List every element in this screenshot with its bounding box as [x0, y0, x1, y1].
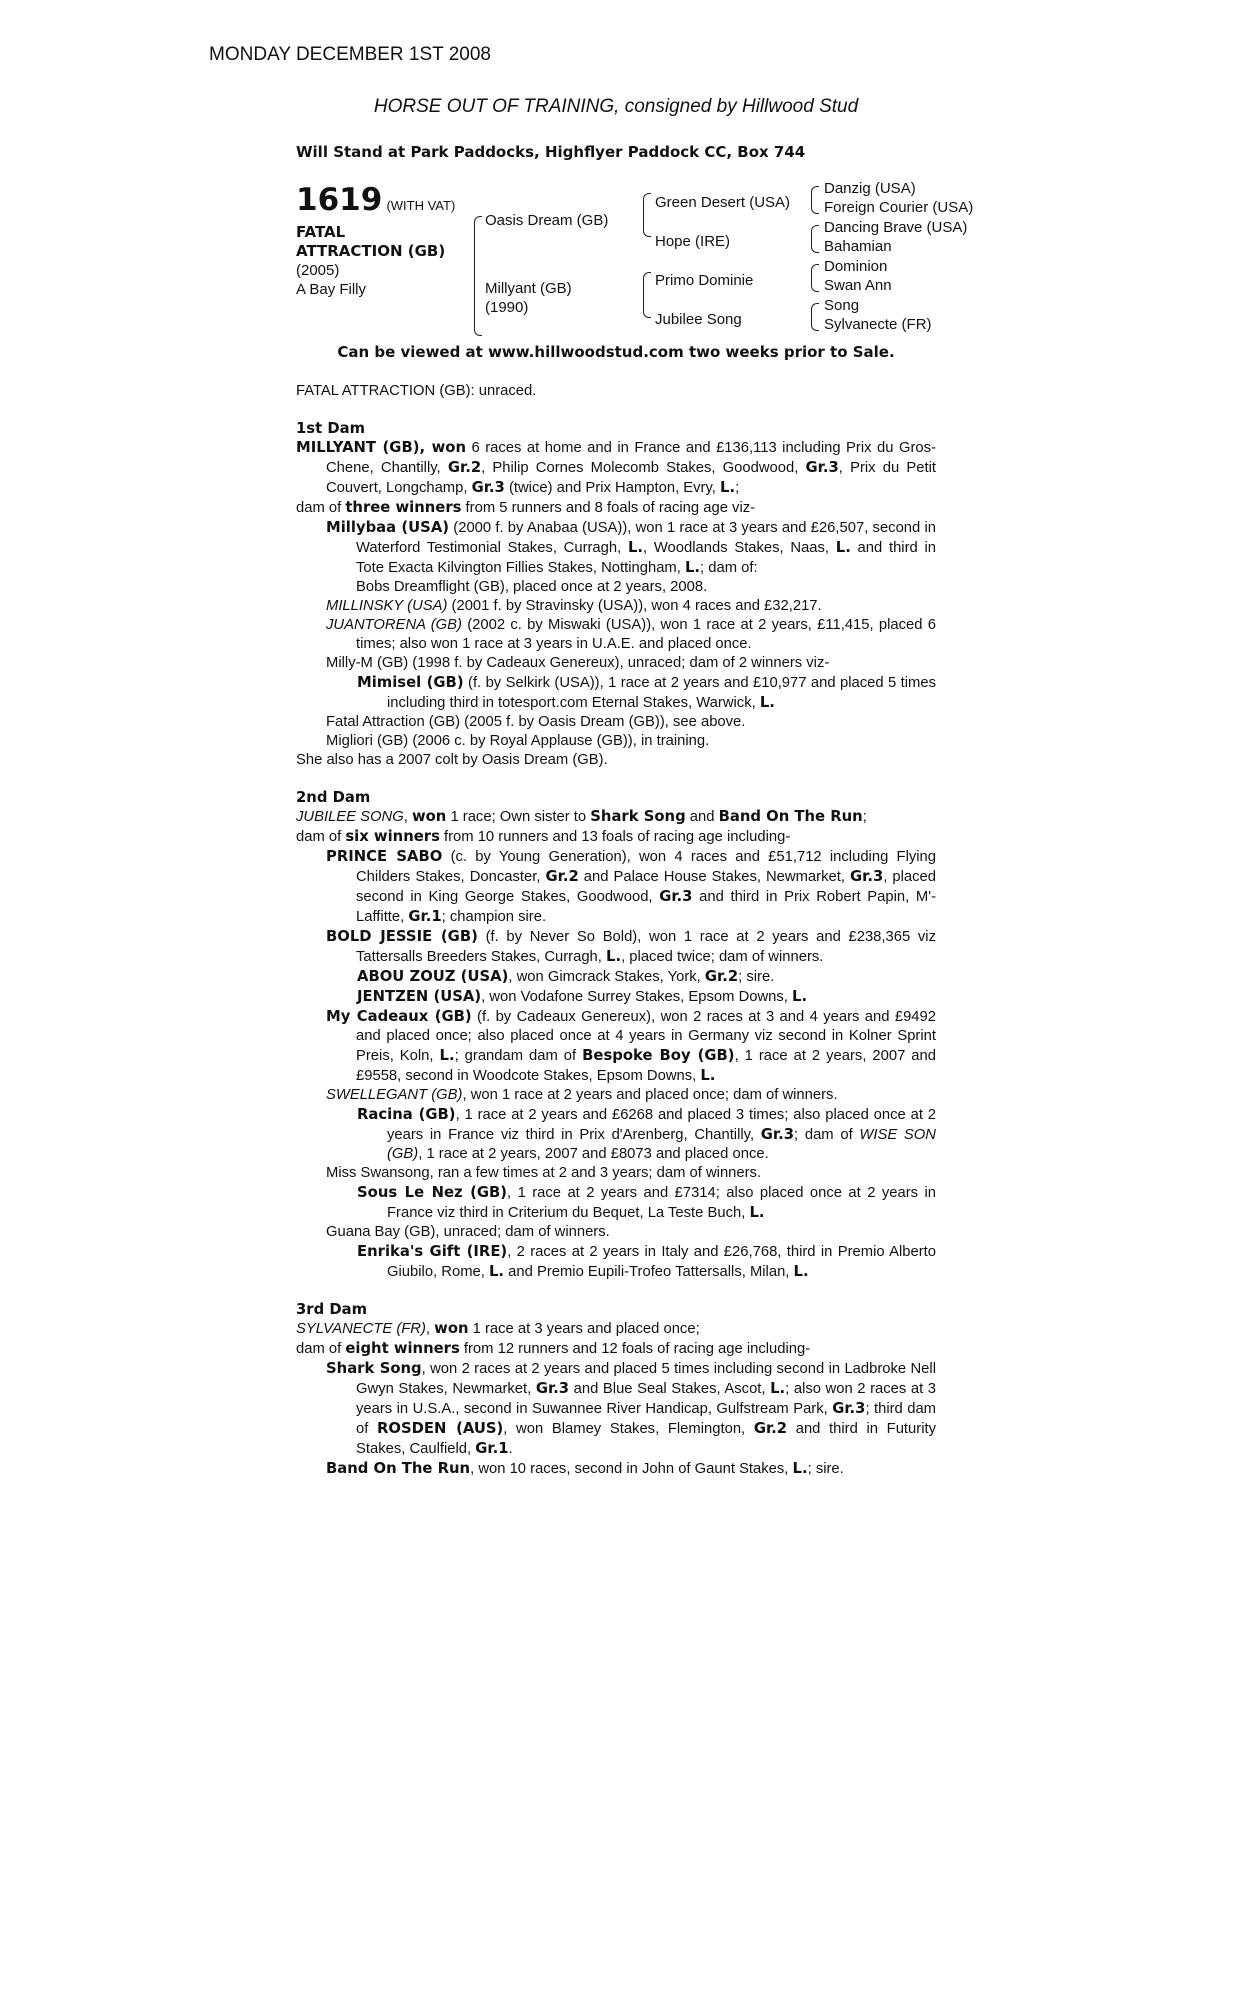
- produce-millinsky: MILLINSKY (USA) (2001 f. by Stravinsky (USA)), won 4 races and £32,217.: [326, 598, 822, 614]
- pedigree-dam-dam: Jubilee Song: [655, 311, 742, 328]
- horse-year: (2005): [296, 262, 340, 279]
- produce-juantorena: JUANTORENA (GB) (2002 c. by Miswaki (USA)), won 1 race at 2 years, £11,415, placed 6 times; also won 1 race at 3 years in U.A.E. and placed once.: [326, 617, 936, 652]
- pedigree-g7: Song: [824, 297, 860, 314]
- brace-gen1: [474, 216, 482, 336]
- sale-date: MONDAY DECEMBER 1ST 2008: [209, 44, 491, 65]
- produce-miss-swansong: Miss Swansong, ran a few times at 2 and 3 years; dam of winners.: [326, 1165, 762, 1181]
- pedigree-g3: Dancing Brave (USA): [824, 219, 968, 236]
- pedigree-g2: Foreign Courier (USA): [824, 199, 974, 216]
- brace-gen3-2: [811, 225, 819, 253]
- produce-band-on-the-run: Band On The Run, won 10 races, second in John of Gaunt Stakes, L.; sire.: [326, 1460, 844, 1477]
- pedigree-g5: Dominion: [824, 258, 888, 275]
- produce-bobs-dreamflight: Bobs Dreamflight (GB), placed once at 2 years, 2008.: [356, 579, 708, 595]
- third-dam-produce-summary: dam of eight winners from 12 runners and 12 foals of racing age including-: [296, 1340, 811, 1357]
- produce-milly-m: Milly-M (GB) (1998 f. by Cadeaux Genereux), unraced; dam of 2 winners viz-: [326, 655, 830, 671]
- third-dam-heading: 3rd Dam: [296, 1301, 368, 1318]
- pedigree-g1: Danzig (USA): [824, 180, 916, 197]
- second-dam-produce-summary: dam of six winners from 10 runners and 13 foals of racing age including-: [296, 828, 791, 845]
- produce-prince-sabo: PRINCE SABO (c. by Young Generation), won 4 races and £51,712 including Flying Childers Stakes, Doncaster, Gr.2 and Palace House Stakes, Newmarket, Gr.3, placed second in King George Stakes, Goodwood, Gr.3 and third in Prix Robert Papin, M'-Laffitte, Gr.1; champion sire.: [326, 848, 936, 925]
- horse-name-line2: ATTRACTION (GB): [296, 242, 446, 260]
- produce-mimisel: Mimisel (GB) (f. by Selkirk (USA)), 1 race at 2 years and £10,977 and placed 5 times including third in totesport.com Eternal Stakes, Warwick, L.: [357, 674, 936, 711]
- first-dam-heading: 1st Dam: [296, 420, 366, 437]
- horse-description: A Bay Filly: [296, 281, 367, 298]
- horse-name-line1: FATAL: [296, 223, 346, 241]
- pedigree-dam-year: (1990): [485, 299, 529, 316]
- first-dam-intro: MILLYANT (GB), won 6 races at home and in France and £136,113 including Prix du Gros-Chene, Chantilly, Gr.2, Philip Cornes Molecomb Stakes, Goodwood, Gr.3, Prix du Petit Couvert, Longchamp, Gr.3 (twice) and Prix Hampton, Evry, L.;: [296, 439, 937, 496]
- produce-abou-zouz: ABOU ZOUZ (USA), won Gimcrack Stakes, York, Gr.2; sire.: [357, 968, 775, 985]
- consignment-subtitle: HORSE OUT OF TRAINING, consigned by Hillwood Stud: [373, 96, 859, 117]
- produce-bold-jessie: BOLD JESSIE (GB) (f. by Never So Bold), won 1 race at 2 years and £238,365 viz Tattersalls Breeders Stakes, Curragh, L., placed twice; dam of winners.: [326, 928, 936, 965]
- produce-millybaa: Millybaa (USA) (2000 f. by Anabaa (USA)), won 1 race at 3 years and £26,507, second in Waterford Testimonial Stakes, Curragh, L., Woodlands Stakes, Naas, L. and third in Tote Exacta Kilvington Fillies Stakes, Nottingham, L.; dam of:: [326, 519, 936, 576]
- vat-note: (WITH VAT): [386, 198, 456, 213]
- pedigree-sire: Oasis Dream (GB): [485, 212, 609, 229]
- viewing-note: Can be viewed at www.hillwoodstud.com two weeks prior to Sale.: [337, 343, 895, 361]
- pedigree-g6: Swan Ann: [824, 277, 892, 294]
- race-summary: FATAL ATTRACTION (GB): unraced.: [296, 383, 537, 399]
- second-dam-heading: 2nd Dam: [296, 789, 371, 806]
- produce-swellegant: SWELLEGANT (GB), won 1 race at 2 years and placed once; dam of winners.: [326, 1087, 838, 1103]
- lot-heading: [296, 182, 455, 218]
- produce-enrikas-gift: Enrika's Gift (IRE), 2 races at 2 years in Italy and £26,768, third in Premio Alberto Giubilo, Rome, L. and Premio Eupili-Trofeo Tattersalls, Milan, L.: [357, 1243, 936, 1280]
- brace-gen3-3: [811, 264, 819, 292]
- produce-my-cadeaux: My Cadeaux (GB) (f. by Cadeaux Genereux), won 2 races at 3 and 4 years and £9492 and placed once; also placed once at 4 years in Germany viz second in Kolner Sprint Preis, Koln, L.; grandam dam of Bespoke Boy (GB), 1 race at 2 years, 2007 and £9558, second in Woodcote Stakes, Epsom Downs, L.: [326, 1008, 936, 1084]
- produce-racina: Racina (GB), 1 race at 2 years and £6268 and placed 3 times; also placed once at 2 years in France viz third in Prix d'Arenberg, Chantilly, Gr.3; dam of WISE SON (GB), 1 race at 2 years, 2007 and £8073 and placed once.: [357, 1106, 936, 1162]
- produce-jentzen: JENTZEN (USA), won Vodafone Surrey Stakes, Epsom Downs, L.: [357, 988, 808, 1005]
- produce-fatal-attraction: Fatal Attraction (GB) (2005 f. by Oasis Dream (GB)), see above.: [326, 714, 746, 730]
- brace-gen2-top: [643, 193, 651, 237]
- produce-2007-colt: She also has a 2007 colt by Oasis Dream (GB).: [296, 752, 608, 768]
- produce-sous-le-nez: Sous Le Nez (GB), 1 race at 2 years and £7314; also placed once at 2 years in France viz third in Criterium du Bequet, La Teste Buch, L.: [357, 1184, 936, 1221]
- brace-gen3-1: [811, 186, 819, 214]
- pedigree-sire-sire: Green Desert (USA): [655, 194, 791, 211]
- catalogue-body: [296, 382, 936, 1479]
- pedigree-sire-dam: Hope (IRE): [655, 233, 731, 250]
- produce-shark-song: Shark Song, won 2 races at 2 years and placed 5 times including second in Ladbroke Nell Gwyn Stakes, Newmarket, Gr.3 and Blue Seal Stakes, Ascot, L.; also won 2 races at 3 years in U.S.A., second in Suwannee River Handicap, Gulfstream Park, Gr.3; third dam of ROSDEN (AUS), won Blamey Stakes, Flemington, Gr.2 and third in Futurity Stakes, Caulfield, Gr.1.: [326, 1360, 936, 1457]
- produce-migliori: Migliori (GB) (2006 c. by Royal Applause (GB)), in training.: [326, 733, 710, 749]
- brace-gen2-bottom: [643, 272, 651, 318]
- first-dam-produce-summary: dam of three winners from 5 runners and 8 foals of racing age viz-: [296, 499, 756, 516]
- brace-gen3-4: [811, 303, 819, 331]
- produce-guana-bay: Guana Bay (GB), unraced; dam of winners.: [326, 1224, 610, 1240]
- third-dam-intro: SYLVANECTE (FR), won 1 race at 3 years and placed once;: [296, 1320, 700, 1337]
- pedigree-dam: Millyant (GB): [485, 280, 572, 297]
- stand-location: Will Stand at Park Paddocks, Highflyer Paddock CC, Box 744: [296, 143, 806, 161]
- second-dam-intro: JUBILEE SONG, won 1 race; Own sister to Shark Song and Band On The Run;: [296, 808, 867, 825]
- pedigree-block: [296, 180, 996, 340]
- lot-number: 1619: [296, 182, 383, 218]
- pedigree-dam-sire: Primo Dominie: [655, 272, 754, 289]
- pedigree-g8: Sylvanecte (FR): [824, 316, 932, 333]
- pedigree-g4: Bahamian: [824, 238, 892, 255]
